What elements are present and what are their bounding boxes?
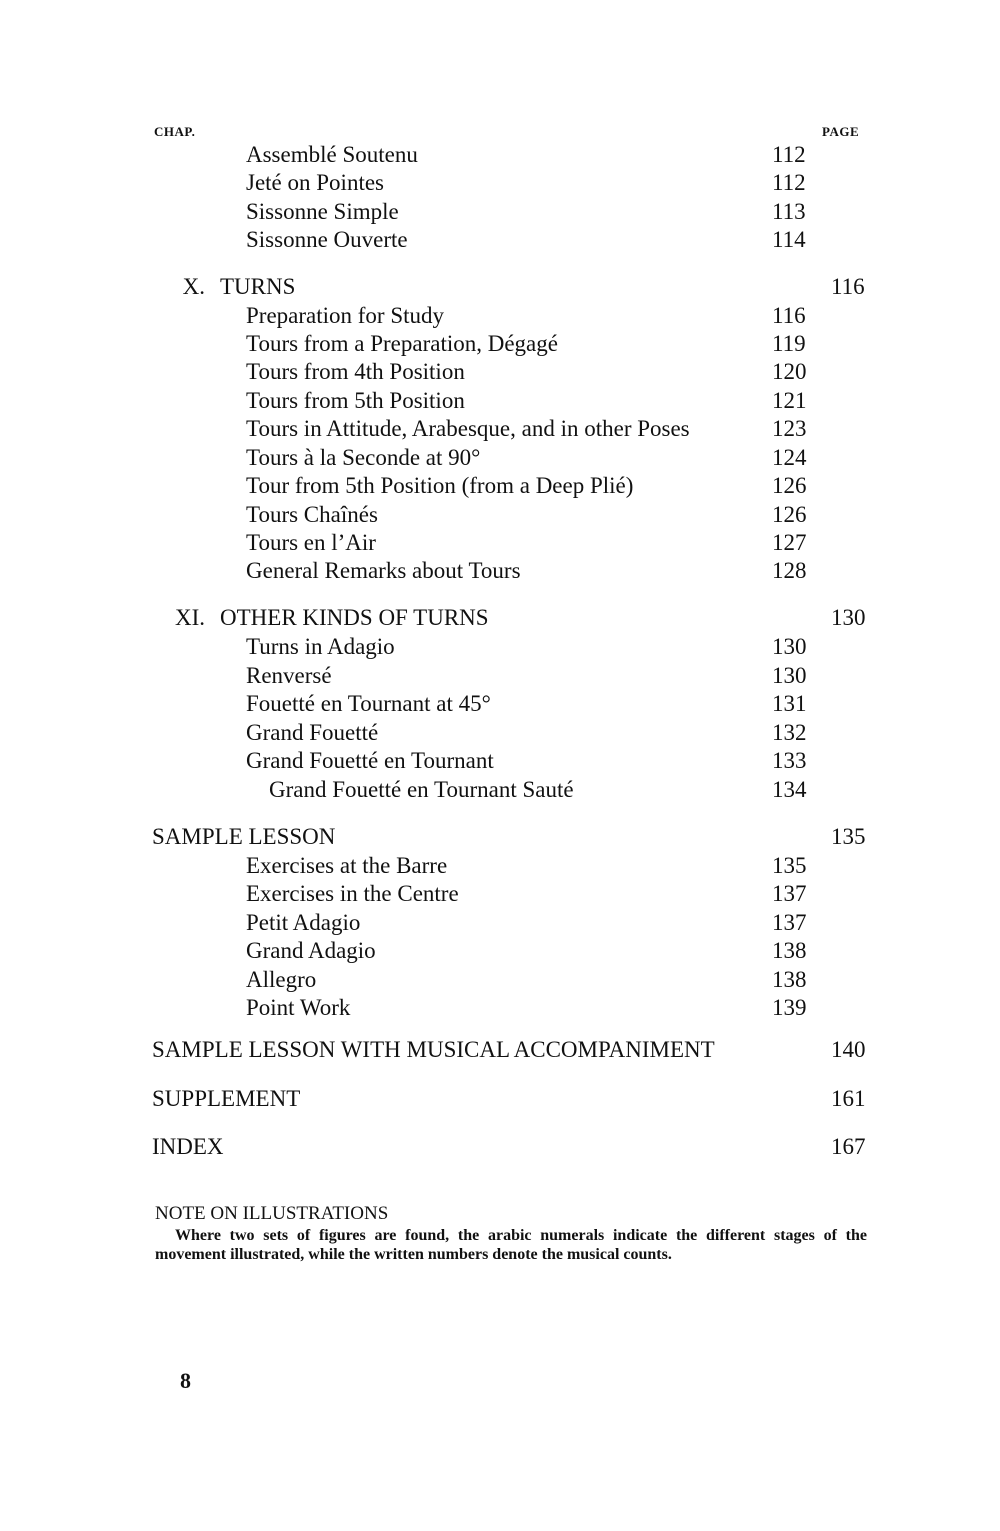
entry-title: Tours in Attitude, Arabesque, and in other Poses — [246, 416, 690, 441]
entry-page: 132 — [772, 720, 807, 745]
entry-page: 119 — [772, 331, 806, 356]
toc-entry — [0, 993, 1000, 1023]
entry-title: Preparation for Study — [246, 303, 445, 328]
chapter-entry — [0, 272, 1000, 302]
entry-page: 131 — [772, 691, 807, 716]
section-page: 135 — [831, 824, 866, 849]
toc-entry — [0, 225, 1000, 255]
toc-entry — [0, 414, 1000, 444]
entry-title: Tours from a Preparation, Dégagé — [246, 331, 558, 356]
page-column-header: PAGE — [822, 124, 860, 139]
chapter-title: TURNS — [220, 274, 296, 299]
toc-entry — [0, 168, 1000, 198]
entry-page: 137 — [772, 910, 807, 935]
section-entry — [0, 1084, 1000, 1114]
note-body: Where two sets of figures are found, the arabic numerals indicate the different stages of the movement illustrated, while the written numbers denote the musical counts. — [155, 1227, 867, 1263]
entry-page: 130 — [772, 663, 807, 688]
section-page: 161 — [831, 1086, 866, 1111]
entry-title: Renversé — [246, 663, 332, 688]
toc-entry — [0, 775, 1000, 805]
toc-entry — [0, 689, 1000, 719]
section-page: 167 — [831, 1134, 866, 1159]
entry-page: 128 — [772, 558, 807, 583]
page-number: 8 — [180, 1368, 191, 1393]
section-title: SUPPLEMENT — [152, 1086, 301, 1111]
chapter-number: X. — [182, 274, 205, 299]
toc-entry — [0, 329, 1000, 359]
entry-title: Fouetté en Tournant at 45° — [246, 691, 491, 716]
entry-page: 126 — [772, 502, 807, 527]
section-title: SAMPLE LESSON WITH MUSICAL ACCOMPANIMENT — [152, 1037, 715, 1062]
entry-page: 130 — [772, 634, 807, 659]
chapter-title: OTHER KINDS OF TURNS — [220, 605, 489, 630]
toc-entry — [0, 908, 1000, 938]
entry-title: Grand Adagio — [246, 938, 376, 963]
entry-page: 123 — [772, 416, 807, 441]
section-entry — [0, 1035, 1000, 1065]
entry-title: Grand Fouetté en Tournant — [246, 748, 494, 773]
chapter-number: XI. — [174, 605, 205, 630]
entry-page: 114 — [772, 227, 806, 252]
entry-title: Sissonne Simple — [246, 199, 399, 224]
note-title: NOTE ON ILLUSTRATIONS — [155, 1203, 389, 1224]
entry-page: 137 — [772, 881, 807, 906]
toc-entry — [0, 879, 1000, 909]
toc-entry — [0, 661, 1000, 691]
entry-title: Exercises at the Barre — [246, 853, 448, 878]
chapter-page: 116 — [831, 274, 865, 299]
section-title: SAMPLE LESSON — [152, 824, 336, 849]
entry-title: Jeté on Pointes — [246, 170, 384, 195]
entry-title: Tour from 5th Position (from a Deep Plié) — [246, 473, 634, 498]
toc-entry — [0, 746, 1000, 776]
entry-page: 138 — [772, 967, 807, 992]
toc-entry — [0, 301, 1000, 331]
entry-title: Tours à la Seconde at 90° — [246, 445, 481, 470]
section-title: INDEX — [152, 1134, 224, 1159]
toc-entry — [0, 140, 1000, 170]
chapter-page: 130 — [831, 605, 866, 630]
entry-title: Tours en l’Air — [246, 530, 376, 555]
entry-title: Tours from 4th Position — [246, 359, 465, 384]
toc-entry — [0, 936, 1000, 966]
entry-title: Exercises in the Centre — [246, 881, 459, 906]
entry-title: Grand Fouetté en Tournant Sauté — [269, 777, 574, 802]
toc-entry — [0, 556, 1000, 586]
entry-title: Turns in Adagio — [246, 634, 395, 659]
entry-title: Petit Adagio — [246, 910, 361, 935]
entry-page: 112 — [772, 142, 806, 167]
toc-entry — [0, 471, 1000, 501]
section-page: 140 — [831, 1037, 866, 1062]
entry-page: 120 — [772, 359, 807, 384]
chapter-entry — [0, 603, 1000, 633]
entry-title: Allegro — [246, 967, 317, 992]
entry-title: Tours Chaînés — [246, 502, 378, 527]
toc-entry — [0, 197, 1000, 227]
entry-page: 126 — [772, 473, 807, 498]
entry-title: Point Work — [246, 995, 351, 1020]
toc-entry — [0, 718, 1000, 748]
toc-entry — [0, 386, 1000, 416]
toc-entry — [0, 528, 1000, 558]
entry-title: Assemblé Soutenu — [246, 142, 418, 167]
entry-page: 135 — [772, 853, 807, 878]
entry-title: Grand Fouetté — [246, 720, 379, 745]
entry-page: 124 — [772, 445, 807, 470]
entry-page: 112 — [772, 170, 806, 195]
toc-entry — [0, 357, 1000, 387]
entry-page: 116 — [772, 303, 806, 328]
entry-page: 127 — [772, 530, 807, 555]
entry-title: Sissonne Ouverte — [246, 227, 408, 252]
toc-entry — [0, 443, 1000, 473]
chap-column-header: CHAP. — [154, 124, 196, 139]
section-entry — [0, 822, 1000, 852]
entry-page: 139 — [772, 995, 807, 1020]
entry-page: 133 — [772, 748, 807, 773]
entry-page: 121 — [772, 388, 807, 413]
entry-page: 134 — [772, 777, 807, 802]
toc-entry — [0, 632, 1000, 662]
entry-title: Tours from 5th Position — [246, 388, 465, 413]
toc-entry — [0, 500, 1000, 530]
entry-title: General Remarks about Tours — [246, 558, 521, 583]
entry-page: 113 — [772, 199, 806, 224]
section-entry — [0, 1132, 1000, 1162]
toc-entry — [0, 965, 1000, 995]
toc-entry — [0, 851, 1000, 881]
entry-page: 138 — [772, 938, 807, 963]
